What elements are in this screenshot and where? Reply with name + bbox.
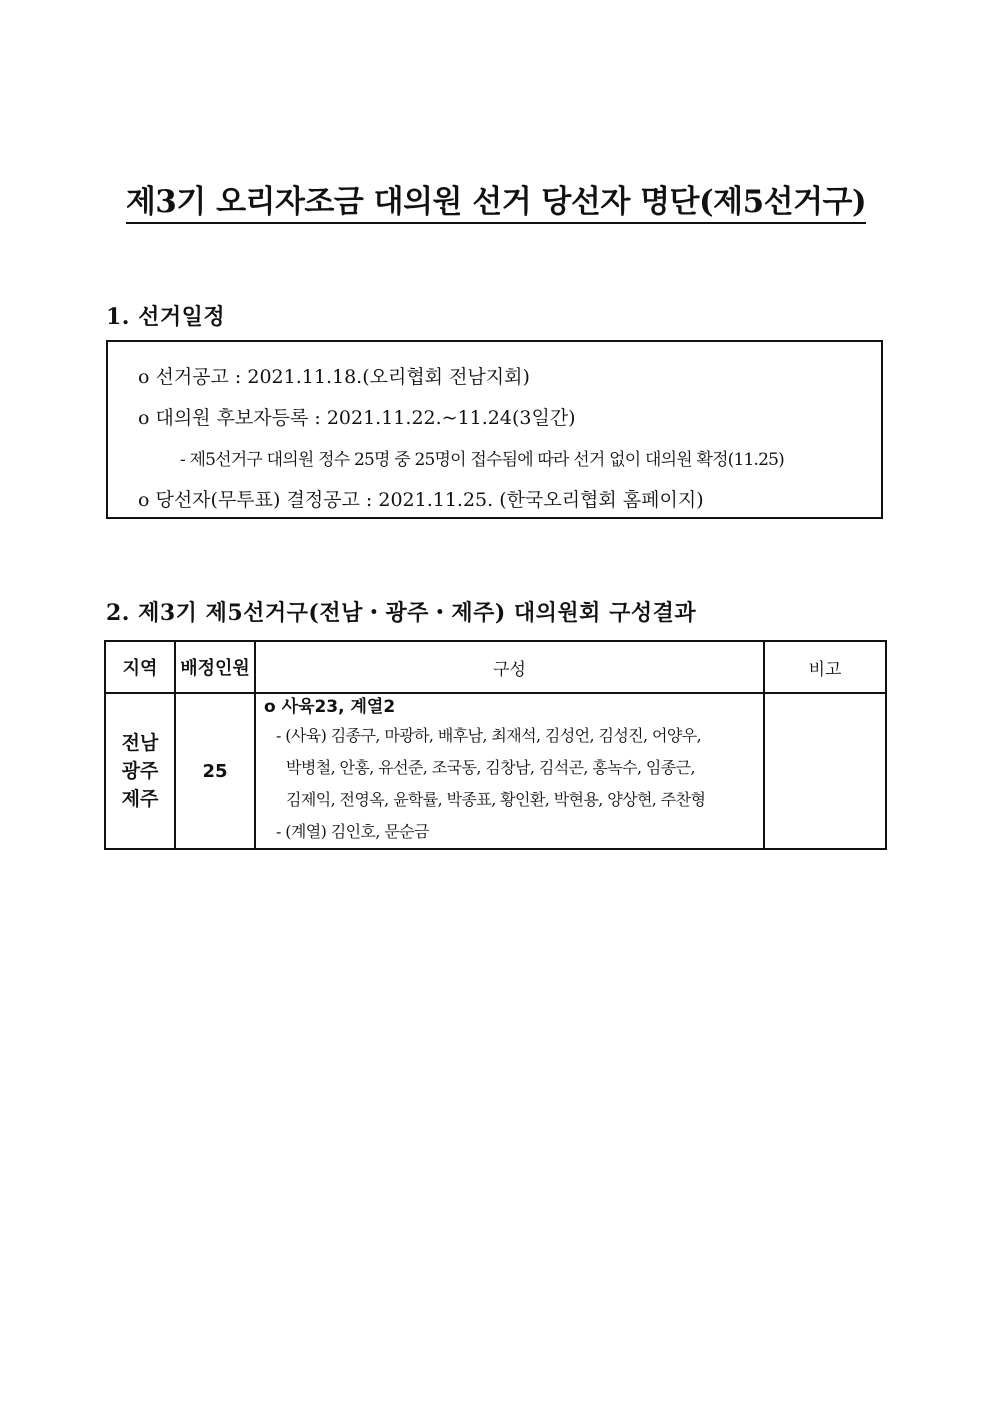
document-title-text: 제3기 오리자조금 대의원 선거 당선자 명단(제5선거구) [126, 184, 866, 224]
header-composition: 구성 [255, 641, 764, 693]
section-heading-schedule: 1. 선거일정 [106, 304, 226, 330]
table-header-row [105, 641, 886, 693]
composition-line: - (사육) 김종구, 마광하, 배후남, 최재석, 김성언, 김성진, 어양우, [276, 726, 702, 745]
document-title [0, 176, 992, 221]
composition-line: - (계열) 김인호, 문순금 [276, 822, 429, 841]
schedule-box [106, 340, 883, 519]
header-note: 비고 [764, 641, 886, 693]
region-cell [105, 693, 175, 849]
schedule-item-notice: o 선거공고 : 2021.11.18.(오리협회 전남지회) [138, 366, 530, 388]
region-line: 전남 [121, 732, 159, 754]
header-allocated: 배정인원 [175, 641, 255, 693]
note-cell [764, 693, 886, 849]
section-heading-result: 2. 제3기 제5선거구(전남・광주・제주) 대의원회 구성결과 [106, 600, 697, 626]
table-row [105, 693, 886, 849]
region-line: 제주 [121, 788, 159, 810]
allocated-cell: 25 [175, 693, 255, 849]
header-region: 지역 [105, 641, 175, 693]
schedule-item-result-notice: o 당선자(무투표) 결정공고 : 2021.11.25. (한국오리협회 홈페이지) [138, 489, 704, 511]
composition-summary: o 사육23, 계열2 [264, 697, 396, 717]
composition-cell [255, 693, 764, 849]
schedule-item-registration: o 대의원 후보자등록 : 2021.11.22.~11.24(3일간) [138, 407, 576, 429]
region-line: 광주 [121, 760, 159, 782]
result-table [104, 640, 887, 850]
schedule-item-registration-note: - 제5선거구 대의원 정수 25명 중 25명이 접수됨에 따라 선거 없이 대의원 확정(11.25) [180, 450, 785, 470]
composition-line: 박병철, 안홍, 유선준, 조국동, 김창남, 김석곤, 홍녹수, 임종근, [286, 758, 695, 777]
composition-line: 김제익, 전영옥, 윤학률, 박종표, 황인환, 박현용, 양상현, 주찬형 [286, 790, 706, 809]
